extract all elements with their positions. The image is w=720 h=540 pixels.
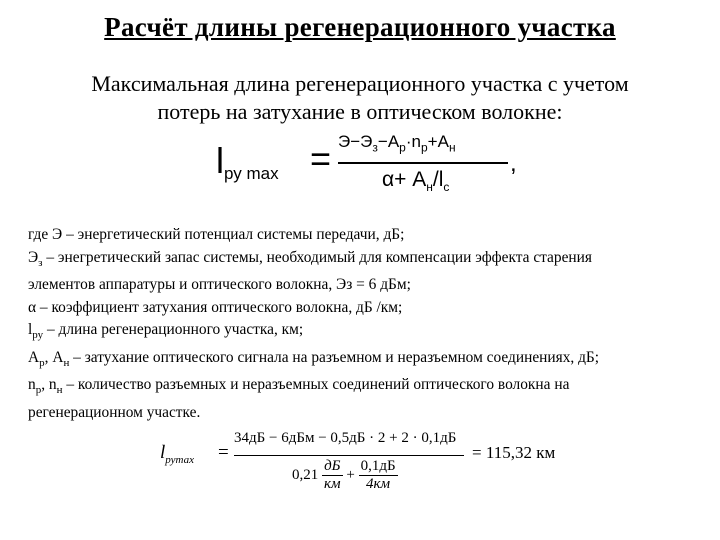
definition-line: где Э – энергетический потенциал системы передачи, дБ; [28, 226, 405, 243]
slide-title: Расчёт длины регенерационного участка [104, 12, 616, 42]
den-fraction-1: $\frac{дБ}{км}$ [324, 458, 341, 492]
definition-line: элементов аппаратуры и оптического волокна, Эз = 6 дБм; [28, 276, 411, 294]
formula-denominator: $\alpha+ A_н/l_с$ [382, 168, 450, 195]
formula-numerator: $Э-Э_з-A_р\cdot n_р+A_н$ [338, 132, 456, 155]
definition-line: $Э_з$ – энегретический запас системы, необходимый для компенсации эффекта старения [28, 248, 592, 269]
definition-line: $l_{ру}$ – длина регенерационного участка, км; [28, 321, 304, 342]
definitions-list [28, 224, 708, 424]
intro-line-2: потерь на затухание в оптическом волокне: [157, 99, 563, 124]
calc-denominator: 0,21 $\frac{дБ}{км}$ + $\frac{0,1дБ}{4км}$ [292, 458, 396, 492]
definition-line: $A_р$, $A_н$ – затухание оптического сигнала на разъемном и неразъемном соединениях, дБ; [28, 348, 600, 369]
intro-line-1: Максимальная длина регенерационного участка с учетом [91, 71, 629, 96]
definition-line: регенерационном участке. [28, 403, 201, 421]
calc-lhs: $l_{рутах}$ [160, 442, 194, 466]
max-length-formula [210, 128, 530, 210]
formula-equals: = [310, 138, 332, 179]
formula-lhs: $l_{ру max}$ [216, 140, 279, 183]
calc-numerator: 34дБ − 6дБм − 0,5дБ · 2 + 2 · 0,1дБ [234, 430, 457, 446]
definition-line: α – коэффициент затухания оптического волокна, дБ /км; [28, 298, 403, 316]
definition-line: $n_р$, $n_н$ – количество разъемных и неразъемных соединений оптического волокна на [28, 376, 570, 397]
fraction-bar [338, 162, 508, 164]
formula-comma: , [510, 150, 517, 177]
calculation-formula [150, 428, 590, 506]
calc-fraction-bar [234, 455, 464, 456]
calc-result: = 115,32 км [472, 443, 556, 462]
den-fraction-2: $\frac{0,1дБ}{4км}$ [360, 458, 396, 492]
intro-text [40, 70, 680, 126]
calc-equals: = [218, 442, 229, 463]
